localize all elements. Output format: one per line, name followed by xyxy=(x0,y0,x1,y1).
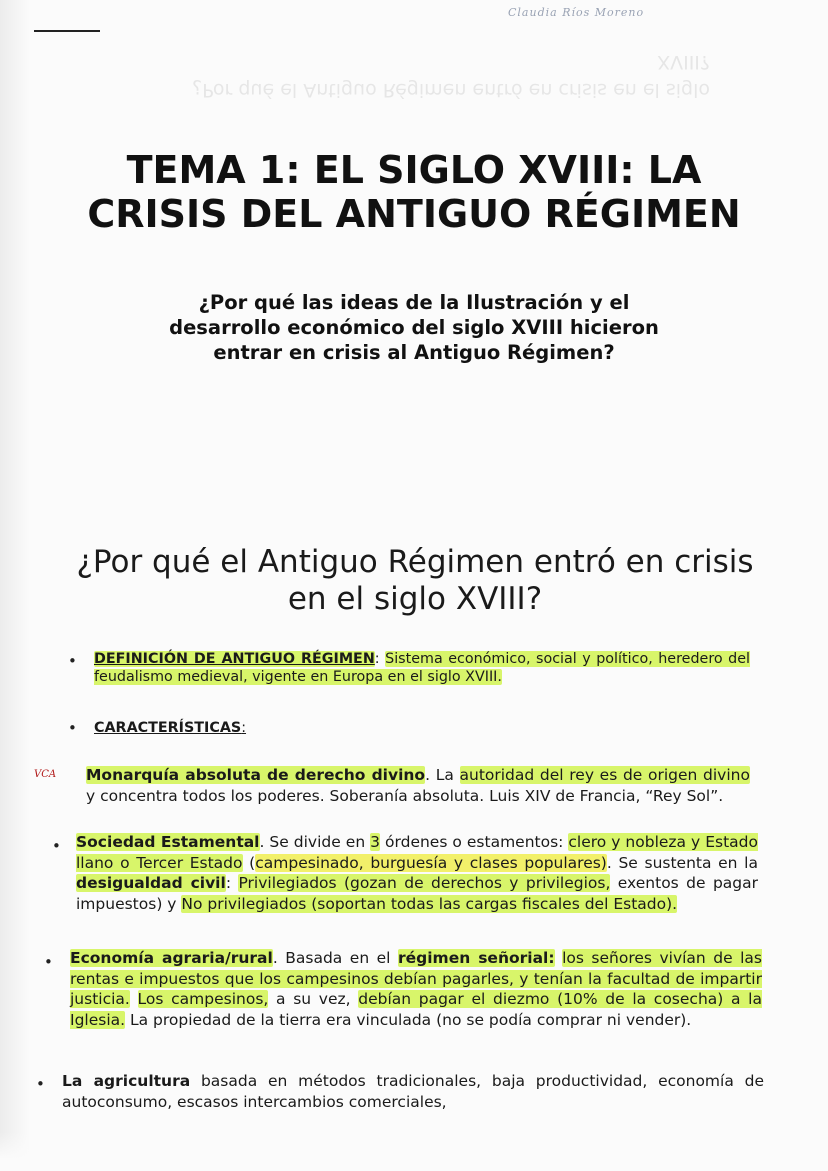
bullet-dot: • xyxy=(68,719,77,737)
society-highlight-3: campesinado, burguesía y clases populares) xyxy=(255,853,607,872)
society-text-4: . Se sustenta en la xyxy=(606,853,758,872)
society-text-3: ( xyxy=(249,853,256,872)
bullet-dot: • xyxy=(68,652,77,670)
society-text-6: exentos de pagar impuestos) y xyxy=(76,874,759,913)
author-handwriting: Claudia Ríos Moreno xyxy=(508,6,645,19)
period: . xyxy=(425,766,436,784)
characteristics-heading xyxy=(94,719,594,737)
economy-paragraph xyxy=(70,948,762,1030)
monarchy-paragraph xyxy=(86,765,750,806)
monarchy-label: Monarquía absoluta de derecho divino xyxy=(86,766,426,784)
society-paragraph xyxy=(76,832,758,914)
monarchy-text-1: La xyxy=(435,766,454,784)
society-highlight-6: No privilegiados (soportan todas las cargas fiscales del Estado). xyxy=(181,894,678,913)
agriculture-label: La agricultura xyxy=(62,1072,191,1090)
economy-text-2: a su vez, xyxy=(276,990,351,1008)
economy-highlight-3: Los campesinos, xyxy=(137,990,269,1008)
page-edge-shadow xyxy=(0,0,30,1171)
economy-label: Economía agraria/rural xyxy=(70,949,273,967)
society-highlight-4: desigualdad civil xyxy=(76,874,226,892)
page-title: TEMA 1: EL SIGLO XVIII: LA CRISIS DEL ANTIGUO RÉGIMEN xyxy=(87,148,741,236)
agriculture-paragraph xyxy=(62,1071,764,1112)
show-through-text: ¿Por qué el Antiguo Régimen entró en crisis en el siglo XVIII? xyxy=(192,51,710,101)
page-subtitle: ¿Por qué las ideas de la Ilustración y el desarrollo económico del siglo XVIII hicieron entrar en crisis al Antiguo Régimen? xyxy=(169,291,659,364)
economy-text-3: La propiedad de la tierra era vinculada (no se podía comprar ni vender). xyxy=(130,1010,692,1029)
period: . xyxy=(259,833,270,851)
monarchy-text-2: y concentra todos los poderes. Soberanía absoluta. Luis XIV de Francia, “Rey Sol”. xyxy=(86,786,724,805)
economy-text-1: . Basada en el xyxy=(272,949,391,967)
bullet-dot: • xyxy=(36,1075,45,1093)
society-text-1: Se divide en xyxy=(269,833,366,851)
society-text-2: órdenes o estamentos: xyxy=(385,833,564,851)
page-cutoff-fade xyxy=(0,1132,828,1171)
economy-highlight-4: debían pagar el diezmo (10% de la cosecha) a la Iglesia. xyxy=(70,990,762,1029)
economy-highlight-2: los señores vivían de las rentas e impuestos que los campesinos debían pagarles, y tenían la facultad de impartir justicia. xyxy=(70,949,762,1008)
section-heading: ¿Por qué el Antiguo Régimen entró en crisis en el siglo XVIII? xyxy=(76,544,754,617)
bullet-dot: • xyxy=(44,953,53,971)
monarchy-highlight: autoridad del rey es de origen divino xyxy=(459,766,750,784)
pen-dash-mark xyxy=(34,30,100,32)
definition-text: Sistema económico, social y político, heredero del feudalismo medieval, vigente en Europa en el siglo XVIII. xyxy=(94,651,750,685)
society-highlight-2: clero y nobleza y Estado llano o Tercer Estado xyxy=(76,833,758,872)
colon: : xyxy=(241,720,247,736)
society-highlight-5: Privilegiados (gozan de derechos y privilegios, xyxy=(238,874,611,892)
society-text-5: : xyxy=(225,874,232,892)
economy-highlight-1: régimen señorial: xyxy=(397,949,555,967)
society-label: Sociedad Estamental xyxy=(76,833,260,851)
characteristics-label: CARACTERÍSTICAS xyxy=(94,720,242,736)
margin-note: VCA xyxy=(34,769,57,780)
bullet-dot: • xyxy=(52,837,61,855)
agriculture-text: basada en métodos tradicionales, baja productividad, economía de autoconsumo, escasos intercambios comerciales, xyxy=(62,1072,764,1111)
definition-label: DEFINICIÓN DE ANTIGUO RÉGIMEN xyxy=(94,651,375,667)
definition-paragraph xyxy=(94,650,750,686)
society-highlight-1: 3 xyxy=(370,833,381,851)
colon: : xyxy=(374,651,386,667)
